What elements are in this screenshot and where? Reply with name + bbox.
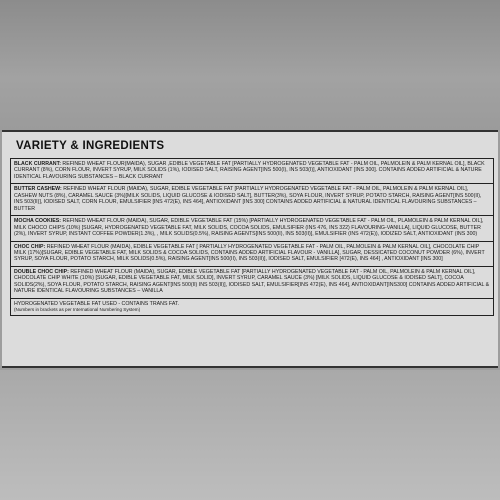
trans-fat-footnote bbox=[11, 299, 493, 315]
variety-entry-black-currant bbox=[11, 159, 493, 184]
variety-entry-double-choc-chip bbox=[11, 267, 493, 299]
variety-ingredients: REFINED WHEAT FLOUR(MAIDA), SUGAR ,EDIBLE VEGETABLE FAT [PARTIALLY HYDROGENATED VEGETABLE FAT - PALM OIL, PALMOLEIN & PALM KERNAL OIL], BLACK CURRANT (8%), CORN FLOUR, INVERT SYRUP, MILK SOLIDS (1%), IODISED SALT, RAISING AGENT[INS 500(I), INS 503(I)], ANTIOXIDANT [INS 300]. CONTAINS ADDED ARTIFICIAL & NATURE IDENTICAL FLAVOURING SUBSTANCES – BLACK CURRANT bbox=[14, 161, 485, 180]
variety-ingredients: REFINED WHEAT FLOUR (MAIDA), SUGAR, EDIBLE VEGETABLE FAT [PARTIALLY HYDROGENATED VEGETABLE FAT - PALM OIL, PALMOLEIN & PALM KERNAL OIL], CHOCOLATE CHIP WHITE (10%) [SUGAR, EDIBLE VEGETABLE FAT, MILK SOLID], INVERT SYRUP, CARAMEL SAUCE (3%) [MILK SOLIDS, LIQUID GLUCOSE & IODISED SALT], COCOA SOLIDS(2%), SOYA FLOUR, POTATO STARCH, RAISING AGENT[INS 500(II) INS 503(II)], IODISED SALT, EMULSIFIER[INS 472(E), INS 464], ANTIOXIDANT[INS300] CONTAINS ADDED ARTIFICIAL & NATURE IDENTICAL FLAVOURING SUBSTANCES – VANILLA bbox=[14, 268, 490, 295]
variety-ingredients: REFINED WHEAT FLOUR (MAIDA), SUGAR, EDIBLE VEGETABLE FAT (15%) [PARTIALLY HYDROGENATED VEGETABLE FAT - PALM OIL, PLAMOLEIN & PALM KERNAL OIL], MILK CHOCO CHIPS (10%) [SUGAR, HYDROGENATED VEGETABLE FAT, MILK SOLIDS, COCOA SOLIDS, EMULSIFIER (INS 476, INS 322) FLAVOURING-VANILLA], LIQUID GLUCOSE, BUTTER (2%), INVERT SYRUP, INSTANT COFFEE POWDER(1.3%), , MILK SOLIDS(0.5%), RAISING AGENTS[INS 500(II), INS 503(II)], EMULSIFIER (INS 472(E)), IODIZED SALT, ANTIOXIDANT (INS 300) bbox=[14, 218, 484, 238]
trans-fat-notice: HYDROGENATED VEGETABLE FAT USED - CONTAINS TRANS FAT. bbox=[14, 300, 180, 307]
variety-entry-butter-cashew bbox=[11, 184, 493, 216]
variety-entry-choc-chip bbox=[11, 242, 493, 267]
background-bottom bbox=[0, 370, 500, 500]
variety-ingredients: REFINED WHEAT FLOUR (MAIDA), SUGAR, EDIBLE VEGETABLE FAT [PARTIALLY HYDROGENATED VEGETABLE FAT - PALM OIL, PALMOLEIN & PALM KERNAL OIL], CASHEW NUTS (8%), CARAMEL SAUCE (3%)[MILK SOLIDS, LIQUID GLUCOSE & IODISED SALT], BUTTER(3%), SOYA FLOUR, INVERT SYRUP, POTATO STARCH, RAISING AGENT[INS 500(II), INS 503(II)], IODISED SALT, CORN FLOUR, EMULSIFIER [INS 472(E), INS 464], ANTIOXIDANT [INS 300] CONTAINS ADDED ARTIFICIAL & NATURAL IDENTICAL FLAVOURING SUBSTANCES – BUTTER bbox=[14, 186, 482, 212]
variety-name: DOUBLE CHOC CHIP: bbox=[14, 268, 69, 275]
variety-entry-mocha-cookies bbox=[11, 216, 493, 241]
variety-ingredients: REFINED WHEAT FLOUR (MAIDA), EDIBLE VEGETABLE FAT [ PARTIALLY HYDROGENATED VEGETABLE FAT - PALM OIL, PALMOLEIN & PALM KERNAL OIL], CHOCOLATE CHIP MILK (17%)[SUGAR, EDIBLE VEGETABLE FAT, MILK SOLIDS & COCOA SOLIDS, CONTAINS ADDED ARTIFICIAL FLAVOUR - VANILLA], SUGAR, DESSICATED COCONUT POWDER (6%), INVERT SYRUP, SOYA FLOUR, POTATO STARCH, MILK SOLIDS(0.5%), RAISING AGENT[INS 500(II), INS 503(II)], IODISED SALT, EMULSIFIER [472(E), INS 464] , ANTIOXIDANT [INS 300] bbox=[14, 243, 485, 263]
background-top bbox=[0, 0, 500, 130]
variety-name: BUTTER CASHEW: bbox=[14, 186, 62, 193]
ingredients-table bbox=[10, 158, 494, 316]
variety-name: MOCHA COOKIES: bbox=[14, 218, 62, 225]
variety-name: CHOC CHIP: bbox=[14, 243, 46, 250]
label-heading: VARIETY & INGREDIENTS bbox=[16, 140, 165, 152]
ingredients-label-panel bbox=[2, 130, 498, 368]
variety-name: BLACK CURRANT: bbox=[14, 161, 61, 167]
ins-numbering-note: (Numbers in brackets as per International Numbering System) bbox=[14, 306, 141, 312]
